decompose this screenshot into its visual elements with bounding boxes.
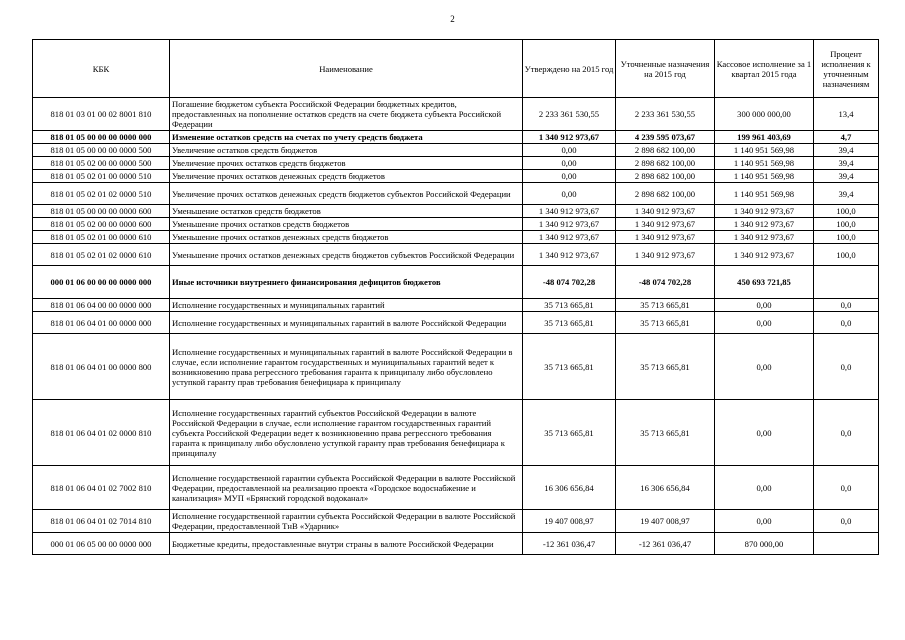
table-row [33,533,879,555]
cell-kbk: 818 01 06 04 01 02 7014 810 [33,510,170,533]
cell-percent: 39,4 [814,183,879,205]
cell-refined: 35 713 665,81 [616,400,715,466]
cell-cash-execution: 0,00 [715,510,814,533]
cell-cash-execution: 870 000,00 [715,533,814,555]
cell-approved: 2 233 361 530,55 [523,98,616,131]
cell-percent: 4,7 [814,131,879,144]
cell-refined: -48 074 702,28 [616,266,715,299]
cell-kbk: 818 01 05 00 00 00 0000 000 [33,131,170,144]
cell-kbk: 818 01 06 04 00 00 0000 000 [33,299,170,312]
cell-percent: 100,0 [814,231,879,244]
cell-cash-execution: 0,00 [715,299,814,312]
cell-approved: 35 713 665,81 [523,334,616,400]
cell-cash-execution: 1 140 951 569,98 [715,157,814,170]
cell-percent: 39,4 [814,157,879,170]
cell-approved: 1 340 912 973,67 [523,244,616,266]
table-row [33,170,879,183]
cell-approved: 1 340 912 973,67 [523,131,616,144]
cell-approved: 35 713 665,81 [523,400,616,466]
cell-refined: 2 898 682 100,00 [616,170,715,183]
cell-kbk: 818 01 06 04 01 02 7002 810 [33,466,170,510]
cell-approved: 0,00 [523,170,616,183]
cell-kbk: 818 01 05 02 01 00 0000 510 [33,170,170,183]
header-cash-execution: Кассовое исполнение за 1 квартал 2015 года [715,40,814,98]
cell-refined: 2 898 682 100,00 [616,144,715,157]
cell-cash-execution: 300 000 000,00 [715,98,814,131]
cell-approved: 1 340 912 973,67 [523,205,616,218]
header-refined: Уточненные назначения на 2015 год [616,40,715,98]
cell-kbk: 818 01 05 02 00 00 0000 500 [33,157,170,170]
cell-kbk: 000 01 06 05 00 00 0000 000 [33,533,170,555]
cell-refined: 1 340 912 973,67 [616,218,715,231]
cell-name: Уменьшение прочих остатков денежных средств бюджетов субъектов Российской Федерации [170,244,523,266]
cell-cash-execution: 0,00 [715,312,814,334]
table-row [33,266,879,299]
cell-cash-execution: 1 140 951 569,98 [715,183,814,205]
cell-kbk: 818 01 05 00 00 00 0000 500 [33,144,170,157]
cell-cash-execution: 1 340 912 973,67 [715,218,814,231]
cell-percent: 39,4 [814,170,879,183]
cell-name: Увеличение прочих остатков денежных средств бюджетов субъектов Российской Федерации [170,183,523,205]
cell-kbk: 818 01 06 04 01 02 0000 810 [33,400,170,466]
cell-cash-execution: 0,00 [715,466,814,510]
cell-refined: 1 340 912 973,67 [616,205,715,218]
cell-refined: 35 713 665,81 [616,299,715,312]
cell-name: Увеличение прочих остатков денежных средств бюджетов [170,170,523,183]
cell-name: Изменение остатков средств на счетах по учету средств бюджета [170,131,523,144]
cell-kbk: 000 01 06 00 00 00 0000 000 [33,266,170,299]
cell-approved: 0,00 [523,157,616,170]
table-row [33,144,879,157]
table-row [33,400,879,466]
cell-percent: 0,0 [814,466,879,510]
header-kbk: КБК [33,40,170,98]
cell-percent: 39,4 [814,144,879,157]
cell-percent: 0,0 [814,312,879,334]
cell-refined: 2 898 682 100,00 [616,157,715,170]
cell-refined: 1 340 912 973,67 [616,244,715,266]
cell-refined: 16 306 656,84 [616,466,715,510]
table-body [33,98,879,555]
cell-refined: 2 898 682 100,00 [616,183,715,205]
table-row [33,334,879,400]
table-row [33,98,879,131]
cell-percent: 0,0 [814,400,879,466]
cell-kbk: 818 01 06 04 01 00 0000 800 [33,334,170,400]
cell-refined: 4 239 595 073,67 [616,131,715,144]
cell-approved: 35 713 665,81 [523,312,616,334]
cell-percent: 0,0 [814,334,879,400]
cell-name: Уменьшение остатков средств бюджетов [170,205,523,218]
cell-kbk: 818 01 05 02 01 02 0000 610 [33,244,170,266]
cell-name: Исполнение государственной гарантии субъекта Российской Федерации в валюте Российской Федерации, предоставленной ТнВ «Ударник» [170,510,523,533]
cell-kbk: 818 01 05 02 01 00 0000 610 [33,231,170,244]
budget-table [32,39,879,555]
cell-refined: 35 713 665,81 [616,312,715,334]
page-number: 2 [450,14,455,24]
header-approved: Утверждено на 2015 год [523,40,616,98]
cell-cash-execution: 1 340 912 973,67 [715,231,814,244]
table-row [33,205,879,218]
cell-cash-execution: 1 340 912 973,67 [715,244,814,266]
cell-refined: 1 340 912 973,67 [616,231,715,244]
cell-approved: 16 306 656,84 [523,466,616,510]
cell-approved: 0,00 [523,144,616,157]
cell-kbk: 818 01 06 04 01 00 0000 000 [33,312,170,334]
header-percent: Процент исполнения к уточненным назначениям [814,40,879,98]
cell-name: Уменьшение прочих остатков средств бюджетов [170,218,523,231]
cell-approved: -48 074 702,28 [523,266,616,299]
header-name: Наименование [170,40,523,98]
cell-cash-execution: 0,00 [715,400,814,466]
cell-approved: 35 713 665,81 [523,299,616,312]
cell-cash-execution: 1 140 951 569,98 [715,144,814,157]
cell-cash-execution: 199 961 403,69 [715,131,814,144]
cell-name: Увеличение прочих остатков средств бюджетов [170,157,523,170]
cell-name: Бюджетные кредиты, предоставленные внутри страны в валюте Российской Федерации [170,533,523,555]
cell-approved: 0,00 [523,183,616,205]
cell-percent: 0,0 [814,510,879,533]
table-row [33,231,879,244]
cell-name: Исполнение государственных гарантий субъектов Российской Федерации в валюте Российской Федерации в случае, если исполнение гарантом государственных гарантий субъекта Российской Федерации ведет к возникновению права регрессного требования гаранта к принципалу либо обусловлено уступкой гаранту прав требования бенефициара к принципалу [170,400,523,466]
cell-cash-execution: 1 340 912 973,67 [715,205,814,218]
cell-approved: 19 407 008,97 [523,510,616,533]
cell-name: Исполнение государственных и муниципальных гарантий в валюте Российской Федерации [170,312,523,334]
cell-kbk: 818 01 05 02 00 00 0000 600 [33,218,170,231]
table-row [33,312,879,334]
cell-name: Иные источники внутреннего финансирования дефицитов бюджетов [170,266,523,299]
cell-percent: 13,4 [814,98,879,131]
cell-percent: 100,0 [814,205,879,218]
cell-name: Погашение бюджетом субъекта Российской Федерации бюджетных кредитов, предоставленных на пополнение остатков средств на счете бюджета субъекта Российской Федерации [170,98,523,131]
cell-approved: 1 340 912 973,67 [523,231,616,244]
cell-approved: 1 340 912 973,67 [523,218,616,231]
cell-name: Исполнение государственных и муниципальных гарантий [170,299,523,312]
table-row [33,131,879,144]
table-row [33,299,879,312]
table-row [33,466,879,510]
cell-percent: 100,0 [814,244,879,266]
cell-kbk: 818 01 03 01 00 02 8001 810 [33,98,170,131]
table-row [33,510,879,533]
cell-percent: 0,0 [814,299,879,312]
cell-cash-execution: 1 140 951 569,98 [715,170,814,183]
cell-cash-execution: 450 693 721,85 [715,266,814,299]
table-row [33,183,879,205]
cell-kbk: 818 01 05 02 01 02 0000 510 [33,183,170,205]
cell-name: Исполнение государственных и муниципальных гарантий в валюте Российской Федерации в случае, если исполнение гарантом государственных и муниципальных гарантий ведет к возникновению права регрессного требования гаранта к принципалу либо обусловлено уступкой гаранту прав требования бенефициара к принципалу [170,334,523,400]
cell-percent [814,533,879,555]
cell-name: Уменьшение прочих остатков денежных средств бюджетов [170,231,523,244]
table-row [33,244,879,266]
cell-refined: 19 407 008,97 [616,510,715,533]
cell-name: Исполнение государственной гарантии субъекта Российской Федерации в валюте Российской Федерации, предоставленной на реализацию проекта «Городское водоснабжение и канализация» МУП «Брянский городской водоканал» [170,466,523,510]
cell-kbk: 818 01 05 00 00 00 0000 600 [33,205,170,218]
table-header-row [33,40,879,98]
table-row [33,218,879,231]
cell-name: Увеличение остатков средств бюджетов [170,144,523,157]
cell-cash-execution: 0,00 [715,334,814,400]
cell-refined: -12 361 036,47 [616,533,715,555]
cell-refined: 35 713 665,81 [616,334,715,400]
cell-percent: 100,0 [814,218,879,231]
cell-approved: -12 361 036,47 [523,533,616,555]
table-row [33,157,879,170]
cell-refined: 2 233 361 530,55 [616,98,715,131]
cell-percent [814,266,879,299]
